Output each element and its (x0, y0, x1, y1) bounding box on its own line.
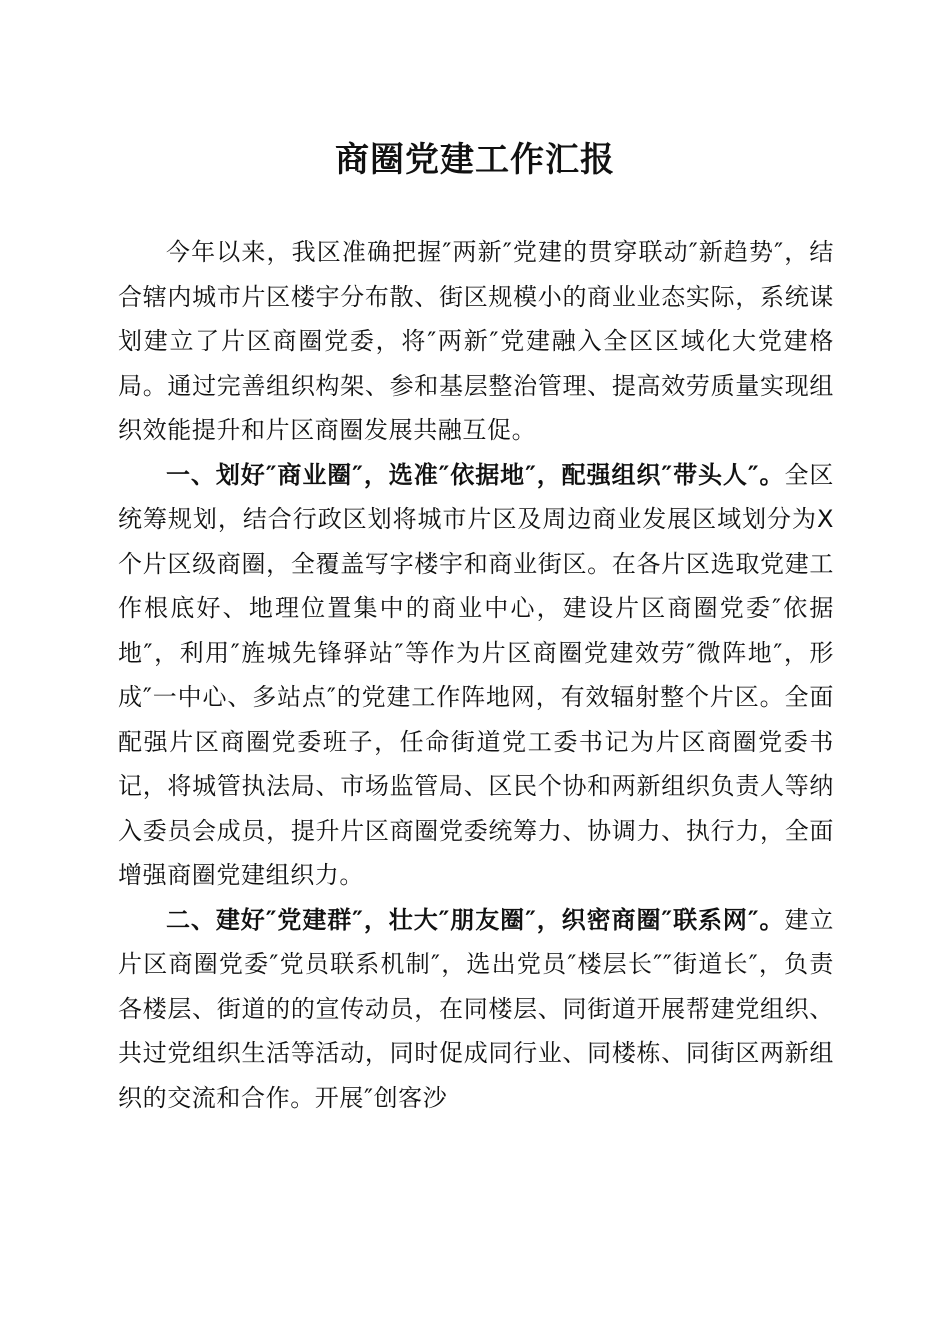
section-1-text: 全区统筹规划，结合行政区划将城市片区及周边商业发展区域划分为X个片区级商圈，全覆盖写字楼宇和商业街区。在各片区选取党建工作根底好、地理位置集中的商业中心，建设片区商圈党委″依据地″，利用″旌城先锋驿站″等作为片区商圈党建效劳″微阵地″，形成″一中心、多站点″的党建工作阵地网，有效辐射整个片区。全面配强片区商圈党委班子，任命街道党工委书记为片区商圈党委书记，将城管执法局、市场监管局、区民个协和两新组织负责人等纳入委员会成员，提升片区商圈党委统筹力、协调力、执行力，全面增强商圈党建组织力。 (118, 460, 835, 889)
document-title: 商圈党建工作汇报 (335, 140, 615, 180)
document-body (118, 230, 834, 1120)
section-2-paragraph (118, 898, 834, 1121)
section-2-heading: 二、建好″党建群″，壮大″朋友圈″，织密商圈″联系网″。 (166, 905, 785, 934)
section-1-paragraph (118, 453, 834, 898)
section-2-text: 建立片区商圈党委″党员联系机制″，选出党员″楼层长″″街道长″，负责各楼层、街道的的宣传动员，在同楼层、同街道开展帮建党组织、共过党组织生活等活动，同时促成同行业、同楼栋、同街区两新组织的交流和合作。开展″创客沙 (118, 905, 835, 1112)
section-1-heading: 一、划好″商业圈″，选准″依据地″，配强组织″带头人″。 (166, 460, 785, 489)
intro-paragraph: 今年以来，我区准确把握″两新″党建的贯穿联动″新趋势″，结合辖内城市片区楼宇分布散、街区规模小的商业业态实际，系统谋划建立了片区商圈党委，将″两新″党建融入全区区域化大党建格局。通过完善组织构架、参和基层整治管理、提高效劳质量实现组织效能提升和片区商圈发展共融互促。 (118, 238, 834, 444)
